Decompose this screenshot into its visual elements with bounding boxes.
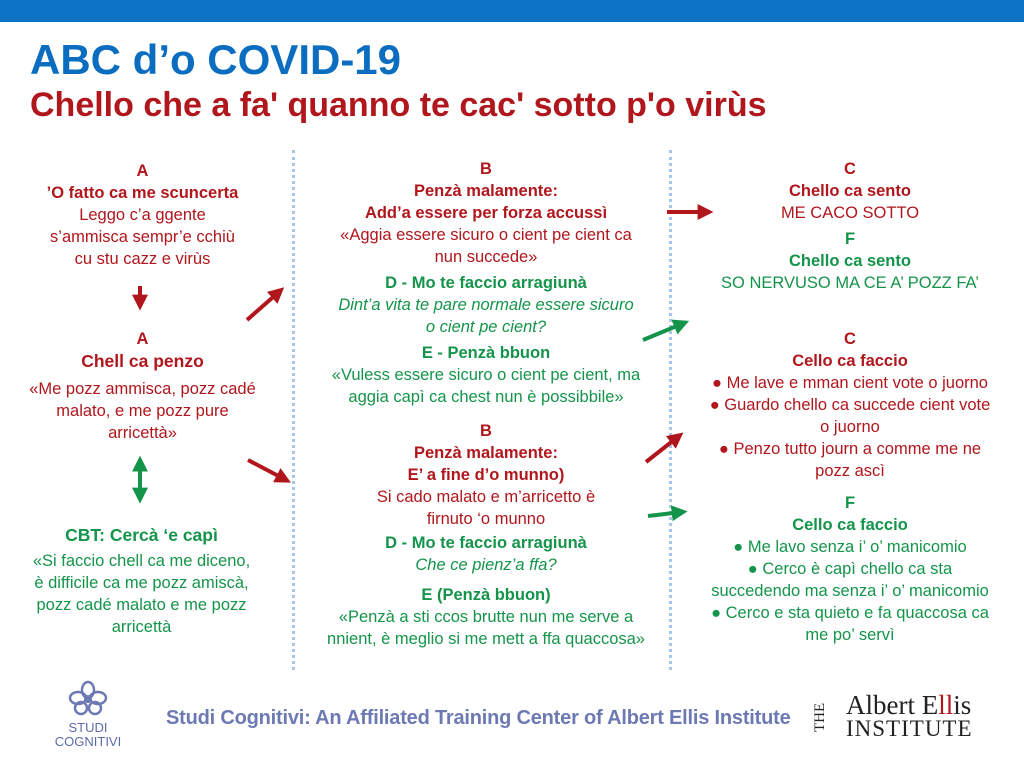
albert-ellis-institute-logo <box>812 690 992 745</box>
block-line: «Me pozz ammisca, pozz cadé <box>29 380 256 398</box>
block-label: B <box>480 422 492 440</box>
block-label: C <box>844 330 856 348</box>
block-title: Cello ca faccio <box>792 352 908 370</box>
logo-text: STUDI <box>68 720 108 735</box>
block-label: A <box>136 330 149 348</box>
block-line: Si cado malato e m’arricetto è <box>376 488 596 506</box>
logo-the: THE <box>812 702 828 732</box>
block-title: Chell ca penzo <box>81 351 204 371</box>
block-line: «Si faccio chell ca me diceno, <box>32 552 251 570</box>
block-label: A <box>136 162 149 180</box>
block-line: ● Penzo tutto journ a comme me ne <box>718 440 982 458</box>
block-line: s’ammisca sempr’e cchiù <box>50 228 235 246</box>
block-title: E - Penzà bbuon <box>421 344 551 362</box>
block-title: Chello ca sento <box>789 182 911 200</box>
block-line: firnuto ‘o munno <box>426 510 546 528</box>
block-line: Dint’a vita te pare normale essere sicuro <box>338 296 634 314</box>
block-line: nnient, è meglio si me mett a ffa quaccosa» <box>327 630 645 648</box>
block-line: pozz cadé malato e me pozz <box>36 596 247 614</box>
flower-logo-icon <box>68 680 108 716</box>
block-line: aggia capì ca chest nun è possibbile» <box>348 388 624 406</box>
studi-cognitivi-logo <box>48 680 128 749</box>
block-title: Cello ca faccio <box>792 516 908 534</box>
block-line: «Vuless essere sicuro o cient pe cient, ma <box>331 366 641 384</box>
block-title: E (Penzà bbuon) <box>421 586 551 604</box>
block-line: malato, e me pozz pure <box>56 402 229 420</box>
block-line: succedendo ma senza i’ o’ manicomio <box>711 582 989 600</box>
block-line: arricettà <box>111 618 172 636</box>
block-title: ’O fatto ca me scuncerta <box>46 184 239 202</box>
arrow-b2-to-c2 <box>646 436 679 462</box>
block-label: F <box>844 230 856 248</box>
block-label: B <box>480 160 492 178</box>
footer-caption: Studi Cognitivi: An Affiliated Training Center of Albert Ellis Institute <box>166 707 791 729</box>
block-title: CBT: Cercà ‘e capì <box>65 525 218 545</box>
block-label: F <box>844 494 856 512</box>
block-title: Chello ca sento <box>789 252 911 270</box>
block-line: ● Cerco e sta quieto e fa quaccosa ca <box>711 604 989 622</box>
block-line: ● Guardo chello ca succede cient vote <box>709 396 991 414</box>
block-title: D - Mo te faccio arragiunà <box>385 534 587 552</box>
logo-line-1: Albert Ellis <box>846 690 972 720</box>
block-subtitle: E’ a fine d’o munno) <box>407 466 565 484</box>
block-line: Che ce pienz’a ffa? <box>415 556 557 574</box>
block-line: o juorno <box>820 418 880 436</box>
block-title: D - Mo te faccio arragiunà <box>385 274 587 292</box>
block-line: ● Me lavo senza i’ o’ manicomio <box>733 538 967 556</box>
block-line: nun succede» <box>434 248 538 266</box>
arrow-a-to-b2 <box>248 460 286 480</box>
block-title: Penzà malamente: <box>414 444 558 462</box>
block-line: «Penzà a sti ccos brutte nun me serve a <box>338 608 634 626</box>
block-line: «Aggia essere sicuro o cient pe cient ca <box>340 226 632 244</box>
block-line: ● Me lave e mman cient vote o juorno <box>712 374 988 392</box>
block-line: ● Cerco è capì chello ca sta <box>747 560 953 578</box>
block-line: arricettà» <box>108 424 177 442</box>
block-line: o cient pe cient? <box>425 318 547 336</box>
page-subtitle: Chello che a fa' quanno te cac' sotto p'o virùs <box>30 86 767 124</box>
logo-text: COGNITIVI <box>54 734 122 749</box>
block-title: Penzà malamente: <box>414 182 558 200</box>
block-subtitle: Add’a essere per forza accussì <box>364 204 608 222</box>
arrow-e1-to-f1 <box>643 323 684 340</box>
logo-line-2: INSTITUTE <box>846 716 973 741</box>
block-line: è difficile ca me pozz amiscà, <box>34 574 249 592</box>
block-line: me po’ servì <box>805 626 895 644</box>
block-label: C <box>844 160 856 178</box>
page-title: ABC d’o COVID-19 <box>30 36 402 83</box>
block-line: pozz ascì <box>815 462 885 480</box>
block-line: cu stu cazz e virùs <box>74 250 211 268</box>
arrow-e2-to-f2 <box>648 512 682 516</box>
block-line: SO NERVUSO MA CE A’ POZZ FA’ <box>721 274 979 292</box>
block-line: Leggo c’a ggente <box>79 206 206 224</box>
block-line: ME CACO SOTTO <box>780 204 920 222</box>
arrow-a-to-b1 <box>247 291 280 320</box>
